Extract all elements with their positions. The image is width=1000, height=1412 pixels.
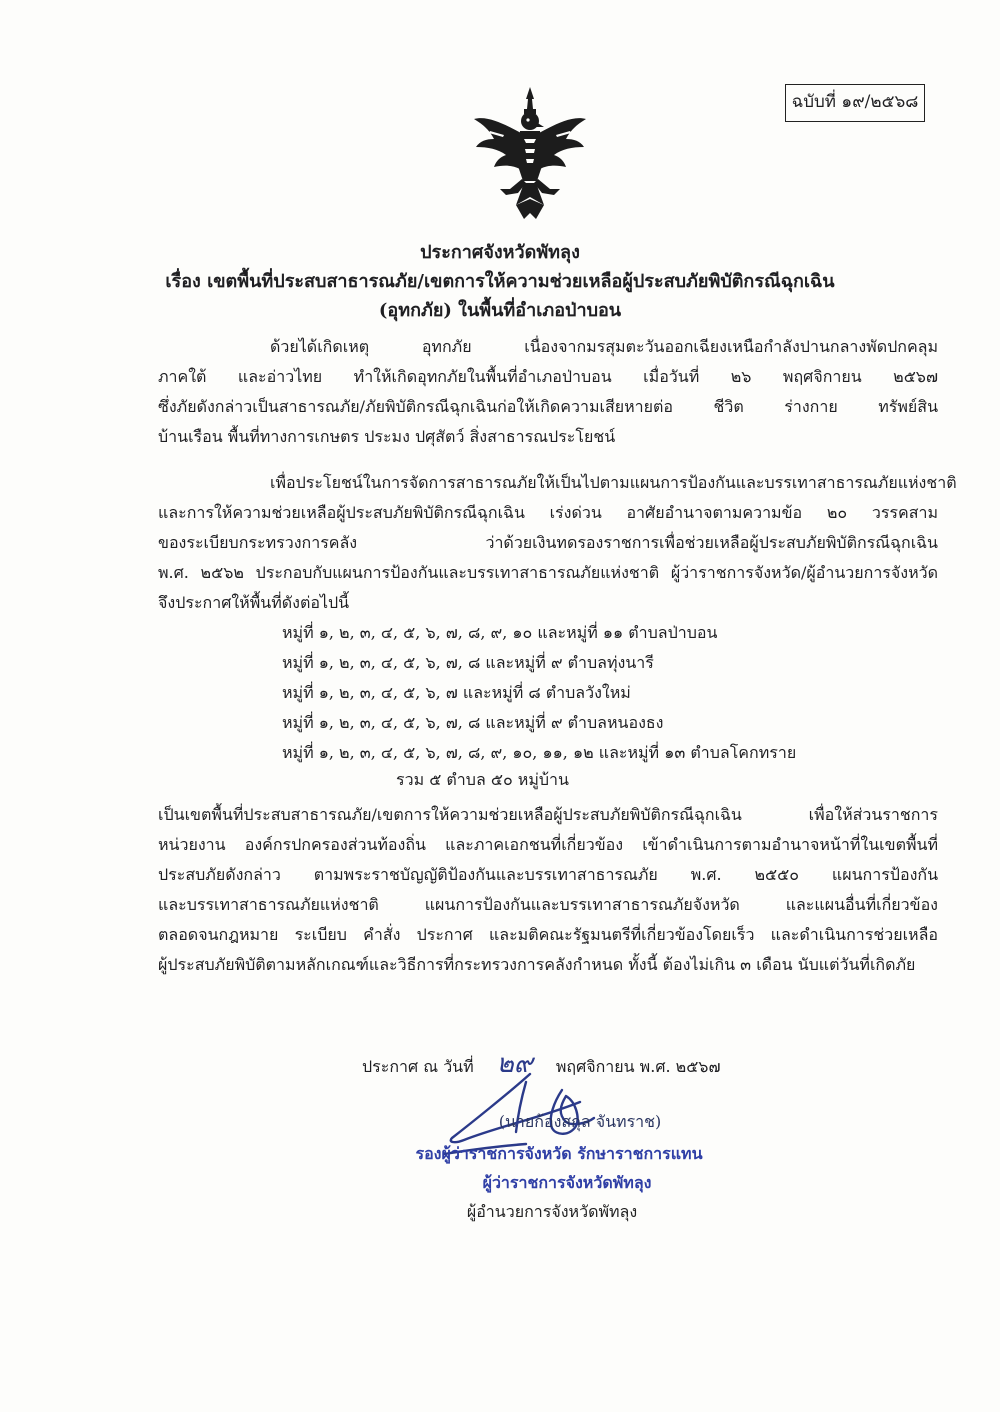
village-item: หมู่ที่ ๑, ๒, ๓, ๔, ๕, ๖, ๗, ๘ และหมู่ที่ ๙ ตำบลหนองธง — [282, 713, 664, 732]
title-line-3: (อุทกภัย) ในพื้นที่อำเภอป่าบอน — [378, 300, 622, 321]
text-line: หน่วยงาน องค์กรปกครองส่วนท้องถิ่น และภาคเอกชนที่เกี่ยวข้อง เข้าดำเนินการตามอำนาจหน้าที่ในเขตพื้นที่ — [158, 835, 938, 854]
title-line-2: เรื่อง เขตพื้นที่ประสบสาธารณภัย/เขตการให้ความช่วยเหลือผู้ประสบภัยพิบัติกรณีฉุกเฉิน — [165, 271, 835, 292]
village-item: หมู่ที่ ๑, ๒, ๓, ๔, ๕, ๖, ๗, ๘, ๙, ๑๐, ๑๑, ๑๒ และหมู่ที่ ๑๓ ตำบลโคกทราย — [282, 743, 797, 762]
text-line: เป็นเขตพื้นที่ประสบสาธารณภัย/เขตการให้ความช่วยเหลือผู้ประสบภัยพิบัติกรณีฉุกเฉิน เพื่อให้ส่วนราชการ — [158, 805, 938, 824]
text-line: ผู้ประสบภัยพิบัติตามหลักเกณฑ์และวิธีการที่กระทรวงการคลังกำหนด ทั้งนี้ ต้องไม่เกิน ๓ เดือน นับแต่วันที่เกิดภัย — [158, 955, 916, 974]
garuda-emblem-icon — [470, 85, 590, 225]
announcement-title — [0, 238, 1000, 325]
village-item: หมู่ที่ ๑, ๒, ๓, ๔, ๕, ๖, ๗ และหมู่ที่ ๘ ตำบลวังใหม่ — [282, 683, 631, 702]
text-line: พ.ศ. ๒๕๖๒ ประกอบกับแผนการป้องกันและบรรเทาสาธารณภัยแห่งชาติ ผู้ว่าราชการจังหวัด/ผู้อำนวยการจังหวัด — [158, 563, 938, 582]
title-line-1: ประกาศจังหวัดพัทลุง — [420, 242, 580, 263]
text-line: ตลอดจนกฎหมาย ระเบียบ คำสั่ง ประกาศ และมติคณะรัฐมนตรีที่เกี่ยวข้องโดยเร็ว และดำเนินการช่วยเหลือ — [158, 925, 938, 944]
signer-position-2: ผู้ว่าราชการจังหวัดพัทลุง — [482, 1173, 652, 1192]
text-line: เพื่อประโยชน์ในการจัดการสาธารณภัยให้เป็นไปตามแผนการป้องกันและบรรเทาสาธารณภัยแห่งชาติ — [270, 473, 957, 492]
village-item: หมู่ที่ ๑, ๒, ๓, ๔, ๕, ๖, ๗, ๘ และหมู่ที่ ๙ ตำบลทุ่งนารี — [282, 653, 654, 672]
edition-number-box: ฉบับที่ ๑๙/๒๕๖๘ — [785, 84, 925, 122]
text-line: ของระเบียบกระทรวงการคลัง ว่าด้วยเงินทดรองราชการเพื่อช่วยเหลือผู้ประสบภัยพิบัติกรณีฉุกเฉิน — [158, 533, 938, 552]
signer-position-3: ผู้อำนวยการจังหวัดพัทลุง — [466, 1202, 638, 1221]
date-suffix: พฤศจิกายน พ.ศ. ๒๕๖๗ — [555, 1057, 721, 1076]
text-line: ภาคใต้ และอ่าวไทย ทำให้เกิดอุทกภัยในพื้นที่อำเภอป่าบอน เมื่อวันที่ ๒๖ พฤศจิกายน ๒๕๖๗ — [158, 367, 938, 386]
text-line: ซึ่งภัยดังกล่าวเป็นสาธารณภัย/ภัยพิบัติกรณีฉุกเฉินก่อให้เกิดความเสียหายต่อ ชีวิต ร่างกาย ทรัพย์สิน — [158, 397, 938, 416]
text-line: และบรรเทาสาธารณภัยแห่งชาติ แผนการป้องกันและบรรเทาสาธารณภัยจังหวัด และแผนอื่นที่เกี่ยวข้อง — [158, 895, 938, 914]
signer-position-1: รองผู้ว่าราชการจังหวัด รักษาราชการแทน — [415, 1144, 703, 1163]
text-line: และการให้ความช่วยเหลือผู้ประสบภัยพิบัติกรณีฉุกเฉิน เร่งด่วน อาศัยอำนาจตามความข้อ ๒๐ วรรคสาม — [158, 503, 938, 522]
signer-name: (นายก้องสกุล จันทราช) — [498, 1112, 662, 1131]
text-line: ประสบภัยดังกล่าว ตามพระราชบัญญัติป้องกันและบรรเทาสาธารณภัย พ.ศ. ๒๕๕๐ แผนการป้องกัน — [158, 865, 938, 884]
text-line: ด้วยได้เกิดเหตุ อุทกภัย เนื่องจากมรสุมตะวันออกเฉียงเหนือกำลังปานกลางพัดปกคลุม — [270, 337, 938, 356]
village-list — [282, 618, 922, 768]
date-prefix: ประกาศ ณ วันที่ — [362, 1057, 474, 1076]
handwritten-day: ๒๙ — [496, 1049, 533, 1079]
text-line: บ้านเรือน พื้นที่ทางการเกษตร ประมง ปศุสัตว์ สิ่งสาธารณประโยชน์ — [158, 427, 616, 446]
paragraph-declaration — [158, 800, 938, 980]
paragraph-authority — [158, 468, 957, 618]
text-line: จึงประกาศให้พื้นที่ดังต่อไปนี้ — [158, 593, 350, 612]
village-item: หมู่ที่ ๑, ๒, ๓, ๔, ๕, ๖, ๗, ๘, ๙, ๑๐ และหมู่ที่ ๑๑ ตำบลป่าบอน — [282, 623, 718, 642]
paragraph-incident — [158, 332, 938, 452]
village-total: รวม ๕ ตำบล ๕๐ หมู่บ้าน — [396, 770, 569, 789]
